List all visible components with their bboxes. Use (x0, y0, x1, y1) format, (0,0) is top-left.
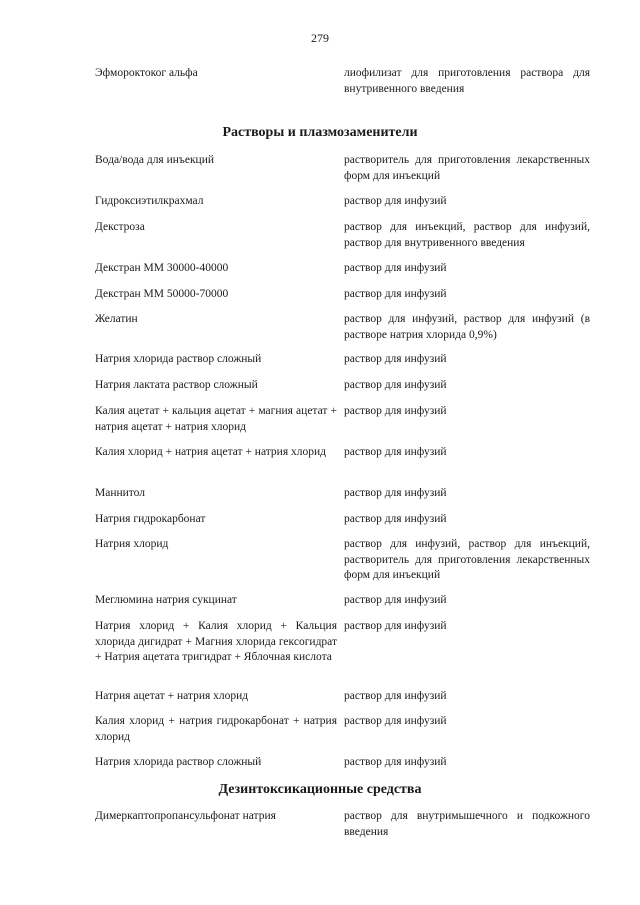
drug-name: Натрия хлорид (95, 538, 169, 550)
drug-name: Натрия хлорид + Калия хлорид + Кальция хлорида дигидрат + Магния хлорида гексогидрат + Натрия ацетата тригидрат + Яблочная кислота (95, 620, 337, 663)
drug-name: Гидроксиэтилкрахмал (95, 195, 204, 207)
dosage-form: растворитель для приготовления лекарственных форм для инъекций (344, 154, 590, 182)
dosage-form: раствор для инфузий (344, 594, 447, 606)
dosage-form: раствор для инфузий (344, 446, 447, 458)
dosage-form: раствор для инфузий (344, 715, 447, 727)
section-heading: Растворы и плазмозаменители (222, 125, 418, 140)
dosage-form: лиофилизат для приготовления раствора для внутривенного введения (344, 67, 590, 95)
dosage-form: раствор для инфузий (344, 379, 447, 391)
dosage-form: раствор для инфузий (344, 353, 447, 365)
dosage-form: раствор для инфузий (344, 513, 447, 525)
drug-name: Димеркаптопропансульфонат натрия (95, 810, 276, 822)
drug-name: Декстроза (95, 221, 145, 233)
drug-name: Маннитол (95, 487, 146, 499)
dosage-form: раствор для инфузий (344, 487, 447, 499)
dosage-form: раствор для инфузий (344, 690, 447, 702)
drug-name: Калия хлорид + натрия ацетат + натрия хлорид (95, 446, 326, 458)
dosage-form: раствор для инфузий, раствор для инъекций, растворитель для приготовления лекарственных форм для инъекций (344, 538, 590, 581)
dosage-form: раствор для инфузий (344, 195, 447, 207)
drug-name: Натрия хлорида раствор сложный (95, 353, 262, 365)
drug-name: Натрия хлорида раствор сложный (95, 756, 262, 768)
section-heading: Дезинтоксикационные средства (218, 782, 422, 797)
dosage-form: раствор для инфузий (344, 405, 447, 417)
drug-name: Меглюмина натрия сукцинат (95, 594, 237, 606)
dosage-form: раствор для инфузий (344, 756, 447, 768)
dosage-form: раствор для инфузий (344, 620, 447, 632)
drug-name: Калия хлорид + натрия гидрокарбонат + натрия хлорид (95, 715, 337, 743)
drug-name: Эфмороктоког альфа (95, 67, 198, 79)
drug-name: Натрия ацетат + натрия хлорид (95, 690, 249, 702)
drug-name: Желатин (95, 313, 138, 325)
page-number: 279 (311, 31, 329, 45)
dosage-form: раствор для инъекций, раствор для инфузий, раствор для внутривенного введения (344, 221, 590, 249)
dosage-form: раствор для инфузий, раствор для инфузий (в растворе натрия хлорида 0,9%) (344, 313, 590, 341)
drug-name: Натрия лактата раствор сложный (95, 379, 258, 391)
drug-name: Калия ацетат + кальция ацетат + магния ацетат + натрия ацетат + натрия хлорид (95, 405, 337, 433)
drug-name: Натрия гидрокарбонат (95, 513, 206, 525)
drug-name: Декстран ММ 30000-40000 (95, 262, 229, 274)
dosage-form: раствор для инфузий (344, 288, 447, 300)
drug-name: Декстран ММ 50000-70000 (95, 288, 229, 300)
dosage-form: раствор для внутримышечного и подкожного введения (344, 810, 590, 838)
drug-name: Вода/вода для инъекций (95, 154, 215, 166)
dosage-form: раствор для инфузий (344, 262, 447, 274)
